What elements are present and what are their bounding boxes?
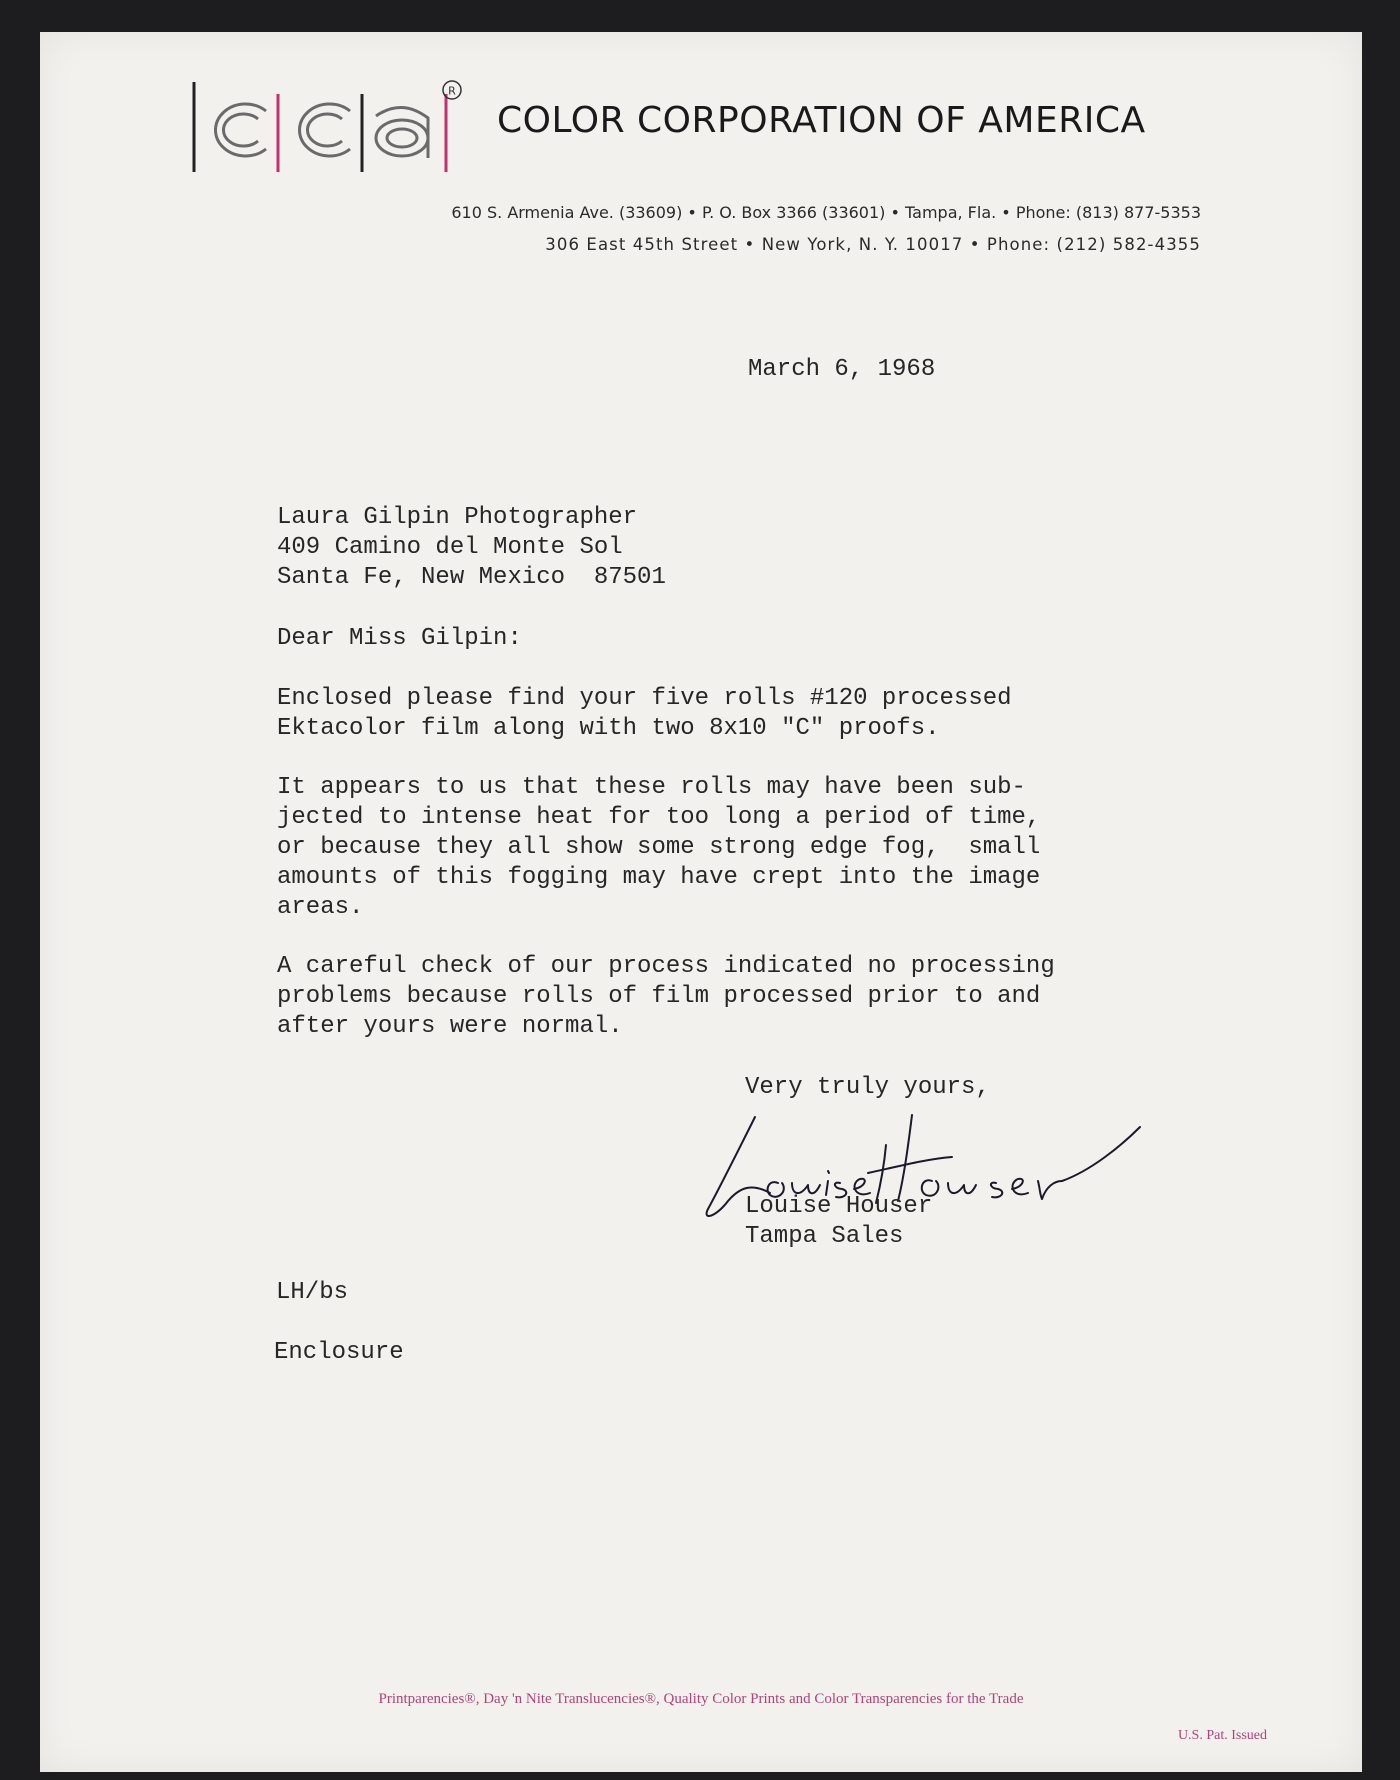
new-york-address: 306 East 45th Street • New York, N. Y. 10017 • Phone: (212) 582-4355 <box>545 235 1201 254</box>
recipient-address: Laura Gilpin Photographer 409 Camino del Monte Sol Santa Fe, New Mexico 87501 <box>277 504 666 591</box>
cca-logo <box>190 76 500 176</box>
enclosure-note: Enclosure <box>274 1339 404 1366</box>
closing: Very truly yours, <box>745 1074 990 1101</box>
body-paragraph-3: A careful check of our process indicated no processing problems because rolls of film processed prior to and after yours were normal. <box>277 953 1055 1040</box>
footer-products: Printparencies®, Day 'n Nite Translucencies®, Quality Color Prints and Color Transparencies for the Trade <box>378 1691 1024 1707</box>
company-name: COLOR CORPORATION OF AMERICA <box>497 100 1146 141</box>
letter-date: March 6, 1968 <box>748 356 936 383</box>
svg-text:R: R <box>448 84 456 98</box>
reference-initials: LH/bs <box>276 1279 349 1306</box>
body-paragraph-1: Enclosed please find your five rolls #120 processed Ektacolor film along with two 8x10 "C" proofs. <box>277 685 1012 742</box>
signer-name-title: Louise Houser Tampa Sales <box>745 1193 933 1250</box>
patent-notice: U.S. Pat. Issued <box>1177 1728 1267 1743</box>
salutation: Dear Miss Gilpin: <box>277 625 522 652</box>
tampa-address: 610 S. Armenia Ave. (33609) • P. O. Box 3366 (33601) • Tampa, Fla. • Phone: (813) 877-5353 <box>451 203 1201 222</box>
body-paragraph-2: It appears to us that these rolls may have been sub- jected to intense heat for too long a period of time, or because they all show some strong edge fog, small amounts of this fogging may have crept into the image areas. <box>277 774 1041 921</box>
letter-page <box>40 32 1362 1772</box>
